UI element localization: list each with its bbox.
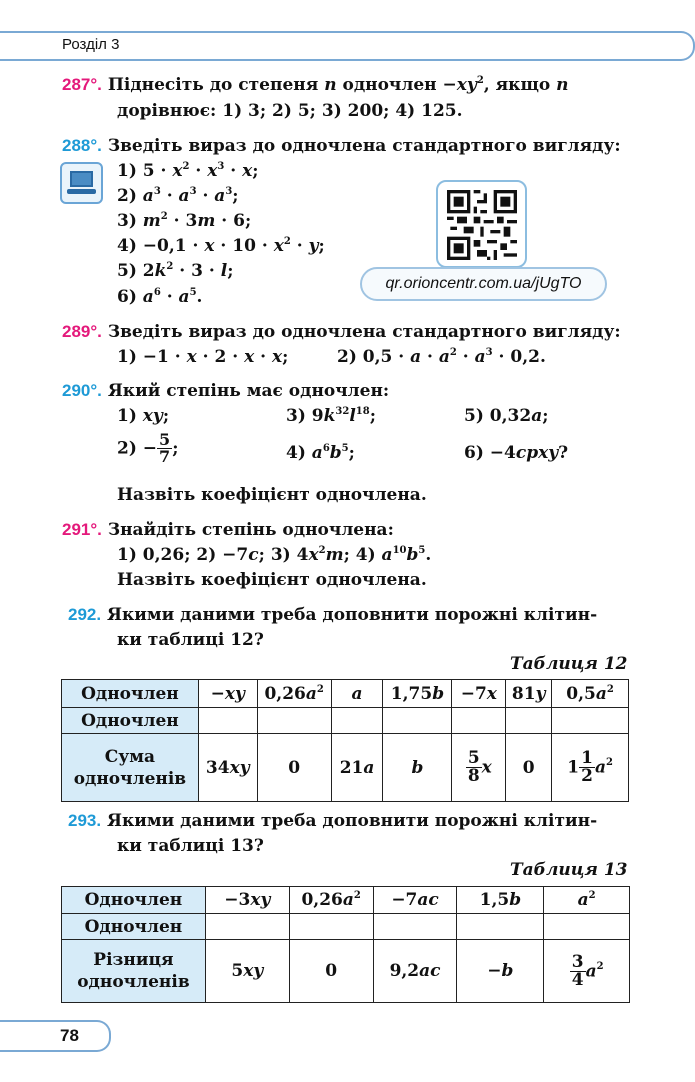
exercise-293-line-1: 293. Якими даними треба доповнити порожні клітин-	[68, 811, 598, 831]
table-cell: $0,5a^2$	[552, 680, 629, 708]
table-13	[61, 886, 630, 1003]
table-cell: −b	[457, 940, 544, 1003]
empty-cell[interactable]	[205, 914, 289, 940]
exercise-number: 289°.	[62, 322, 102, 341]
table-cell: 81y	[506, 680, 552, 708]
empty-cell[interactable]	[373, 914, 457, 940]
row-label: Різниця одночленів	[62, 940, 206, 1003]
table-12-caption: Таблиця 12	[510, 654, 628, 674]
exercise-number: 287°.	[62, 75, 102, 94]
table-cell: 5xy	[205, 940, 289, 1003]
table-cell: $a^2$	[544, 887, 630, 914]
table-cell: 1 $\frac{1}{2}$ $a^2$	[552, 734, 629, 802]
row-label: Сума одночленів	[62, 734, 199, 802]
exercise-289-item-1: 1) −1 · x · 2 · x · x;	[117, 347, 289, 367]
qr-code-icon	[447, 190, 517, 260]
table-cell: b	[383, 734, 452, 802]
section-title: Розділ 3	[62, 36, 120, 53]
qr-link[interactable]: qr.orioncentr.com.ua/jUgTO	[360, 267, 607, 301]
page-number-tab	[0, 1020, 111, 1052]
exercise-291-items: 1) 0,26; 2) −7c; 3) $4x^2m$; 4) $a^{10}b^5$.	[117, 545, 432, 565]
table-cell: −7ac	[373, 887, 457, 914]
exercise-290-item-2: 2) − $\frac{5}{7}$ ;	[117, 430, 179, 466]
exercise-287-line-1: 287°. Піднесіть до степеня n одночлен $-xy^2$, якщо n	[62, 75, 569, 95]
exercise-292-line-1: 292. Якими даними треба доповнити порожні клітин-	[68, 605, 598, 625]
table-cell: 1,5b	[457, 887, 544, 914]
empty-cell[interactable]	[383, 708, 452, 734]
empty-cell[interactable]	[552, 708, 629, 734]
table-cell: $\frac{3}{4}$ $a^2$	[544, 940, 630, 1003]
empty-cell[interactable]	[452, 708, 506, 734]
computer-icon[interactable]	[60, 162, 103, 204]
row-label: Одночлен	[62, 680, 199, 708]
exercise-290-item-5: 5) 0,32a;	[464, 406, 549, 426]
exercise-290-item-6: 6) −4cpxy?	[464, 443, 569, 463]
empty-cell[interactable]	[544, 914, 630, 940]
exercise-290-footer: Назвіть коефіцієнт одночлена.	[117, 485, 427, 505]
table-row	[62, 940, 630, 1003]
empty-cell[interactable]	[289, 914, 373, 940]
table-12	[61, 679, 629, 802]
qr-code[interactable]	[436, 180, 527, 268]
table-row	[62, 680, 629, 708]
row-label: Одночлен	[62, 914, 206, 940]
empty-cell[interactable]	[257, 708, 331, 734]
table-cell: 0	[506, 734, 552, 802]
exercise-number: 291°.	[62, 520, 102, 539]
exercise-289-title: 289°. Зведіть вираз до одночлена стандартного вигляду:	[62, 322, 621, 342]
table-cell: 21a	[331, 734, 383, 802]
table-cell: $0,26a^2$	[289, 887, 373, 914]
exercise-292-line-2: ки таблиці 12?	[117, 630, 264, 650]
table-cell: 0	[289, 940, 373, 1003]
exercise-288-title: 288°. Зведіть вираз до одночлена стандартного вигляду:	[62, 136, 621, 156]
exercise-288-item-1: 1) $5 \cdot x^2 \cdot x^3 \cdot x$;	[117, 161, 259, 181]
table-row	[62, 887, 630, 914]
table-cell: $0,26a^2$	[257, 680, 331, 708]
table-cell: −7x	[452, 680, 506, 708]
exercise-number: 290°.	[62, 381, 102, 400]
empty-cell[interactable]	[331, 708, 383, 734]
table-row	[62, 734, 629, 802]
exercise-number: 288°.	[62, 136, 102, 155]
table-cell: −3xy	[205, 887, 289, 914]
exercise-291-footer: Назвіть коефіцієнт одночлена.	[117, 570, 427, 590]
table-cell: 34xy	[198, 734, 257, 802]
exercise-291-title: 291°. Знайдіть степінь одночлена:	[62, 520, 394, 540]
exercise-290-item-4: 4) $a^6b^5$;	[286, 443, 355, 463]
exercise-290-item-1: 1) xy;	[117, 406, 170, 426]
table-row	[62, 708, 629, 734]
table-cell: $\frac{5}{8}$ x	[452, 734, 506, 802]
exercise-number: 292.	[68, 605, 102, 624]
exercise-290-item-3: 3) $9k^{32}l^{18}$;	[286, 406, 376, 426]
empty-cell[interactable]	[506, 708, 552, 734]
table-row	[62, 914, 630, 940]
exercise-287-line-2: дорівнює: 1) 3; 2) 5; 3) 200; 4) 125.	[117, 101, 463, 121]
table-cell: −xy	[198, 680, 257, 708]
table-cell: 0	[257, 734, 331, 802]
exercise-289-item-2: 2) $0,5 \cdot a \cdot a^2 \cdot a^3 \cdot 0,2$.	[337, 347, 546, 367]
exercise-288-item-6: 6) $a^6 \cdot a^5$.	[117, 287, 203, 307]
empty-cell[interactable]	[198, 708, 257, 734]
row-label: Одночлен	[62, 708, 199, 734]
table-cell: a	[331, 680, 383, 708]
exercise-number: 293.	[68, 811, 102, 830]
exercise-288-item-4: $4) -0,1 \cdot x \cdot 10 \cdot x^2 \cdot y$;	[117, 236, 325, 256]
row-label: Одночлен	[62, 887, 206, 914]
exercise-293-line-2: ки таблиці 13?	[117, 836, 264, 856]
table-cell: 9,2ac	[373, 940, 457, 1003]
exercise-288-item-5: 5) $2k^2 \cdot 3 \cdot l$;	[117, 261, 234, 281]
exercise-288-item-2: 2) $a^3 \cdot a^3 \cdot a^3$;	[117, 186, 239, 206]
exercise-290-title: 290°. Який степінь має одночлен:	[62, 381, 390, 401]
empty-cell[interactable]	[457, 914, 544, 940]
exercise-288-item-3: 3) $m^2 \cdot 3m \cdot 6$;	[117, 211, 252, 231]
table-cell: 1,75b	[383, 680, 452, 708]
page-number: 78	[60, 1026, 79, 1045]
table-13-caption: Таблиця 13	[510, 860, 628, 880]
